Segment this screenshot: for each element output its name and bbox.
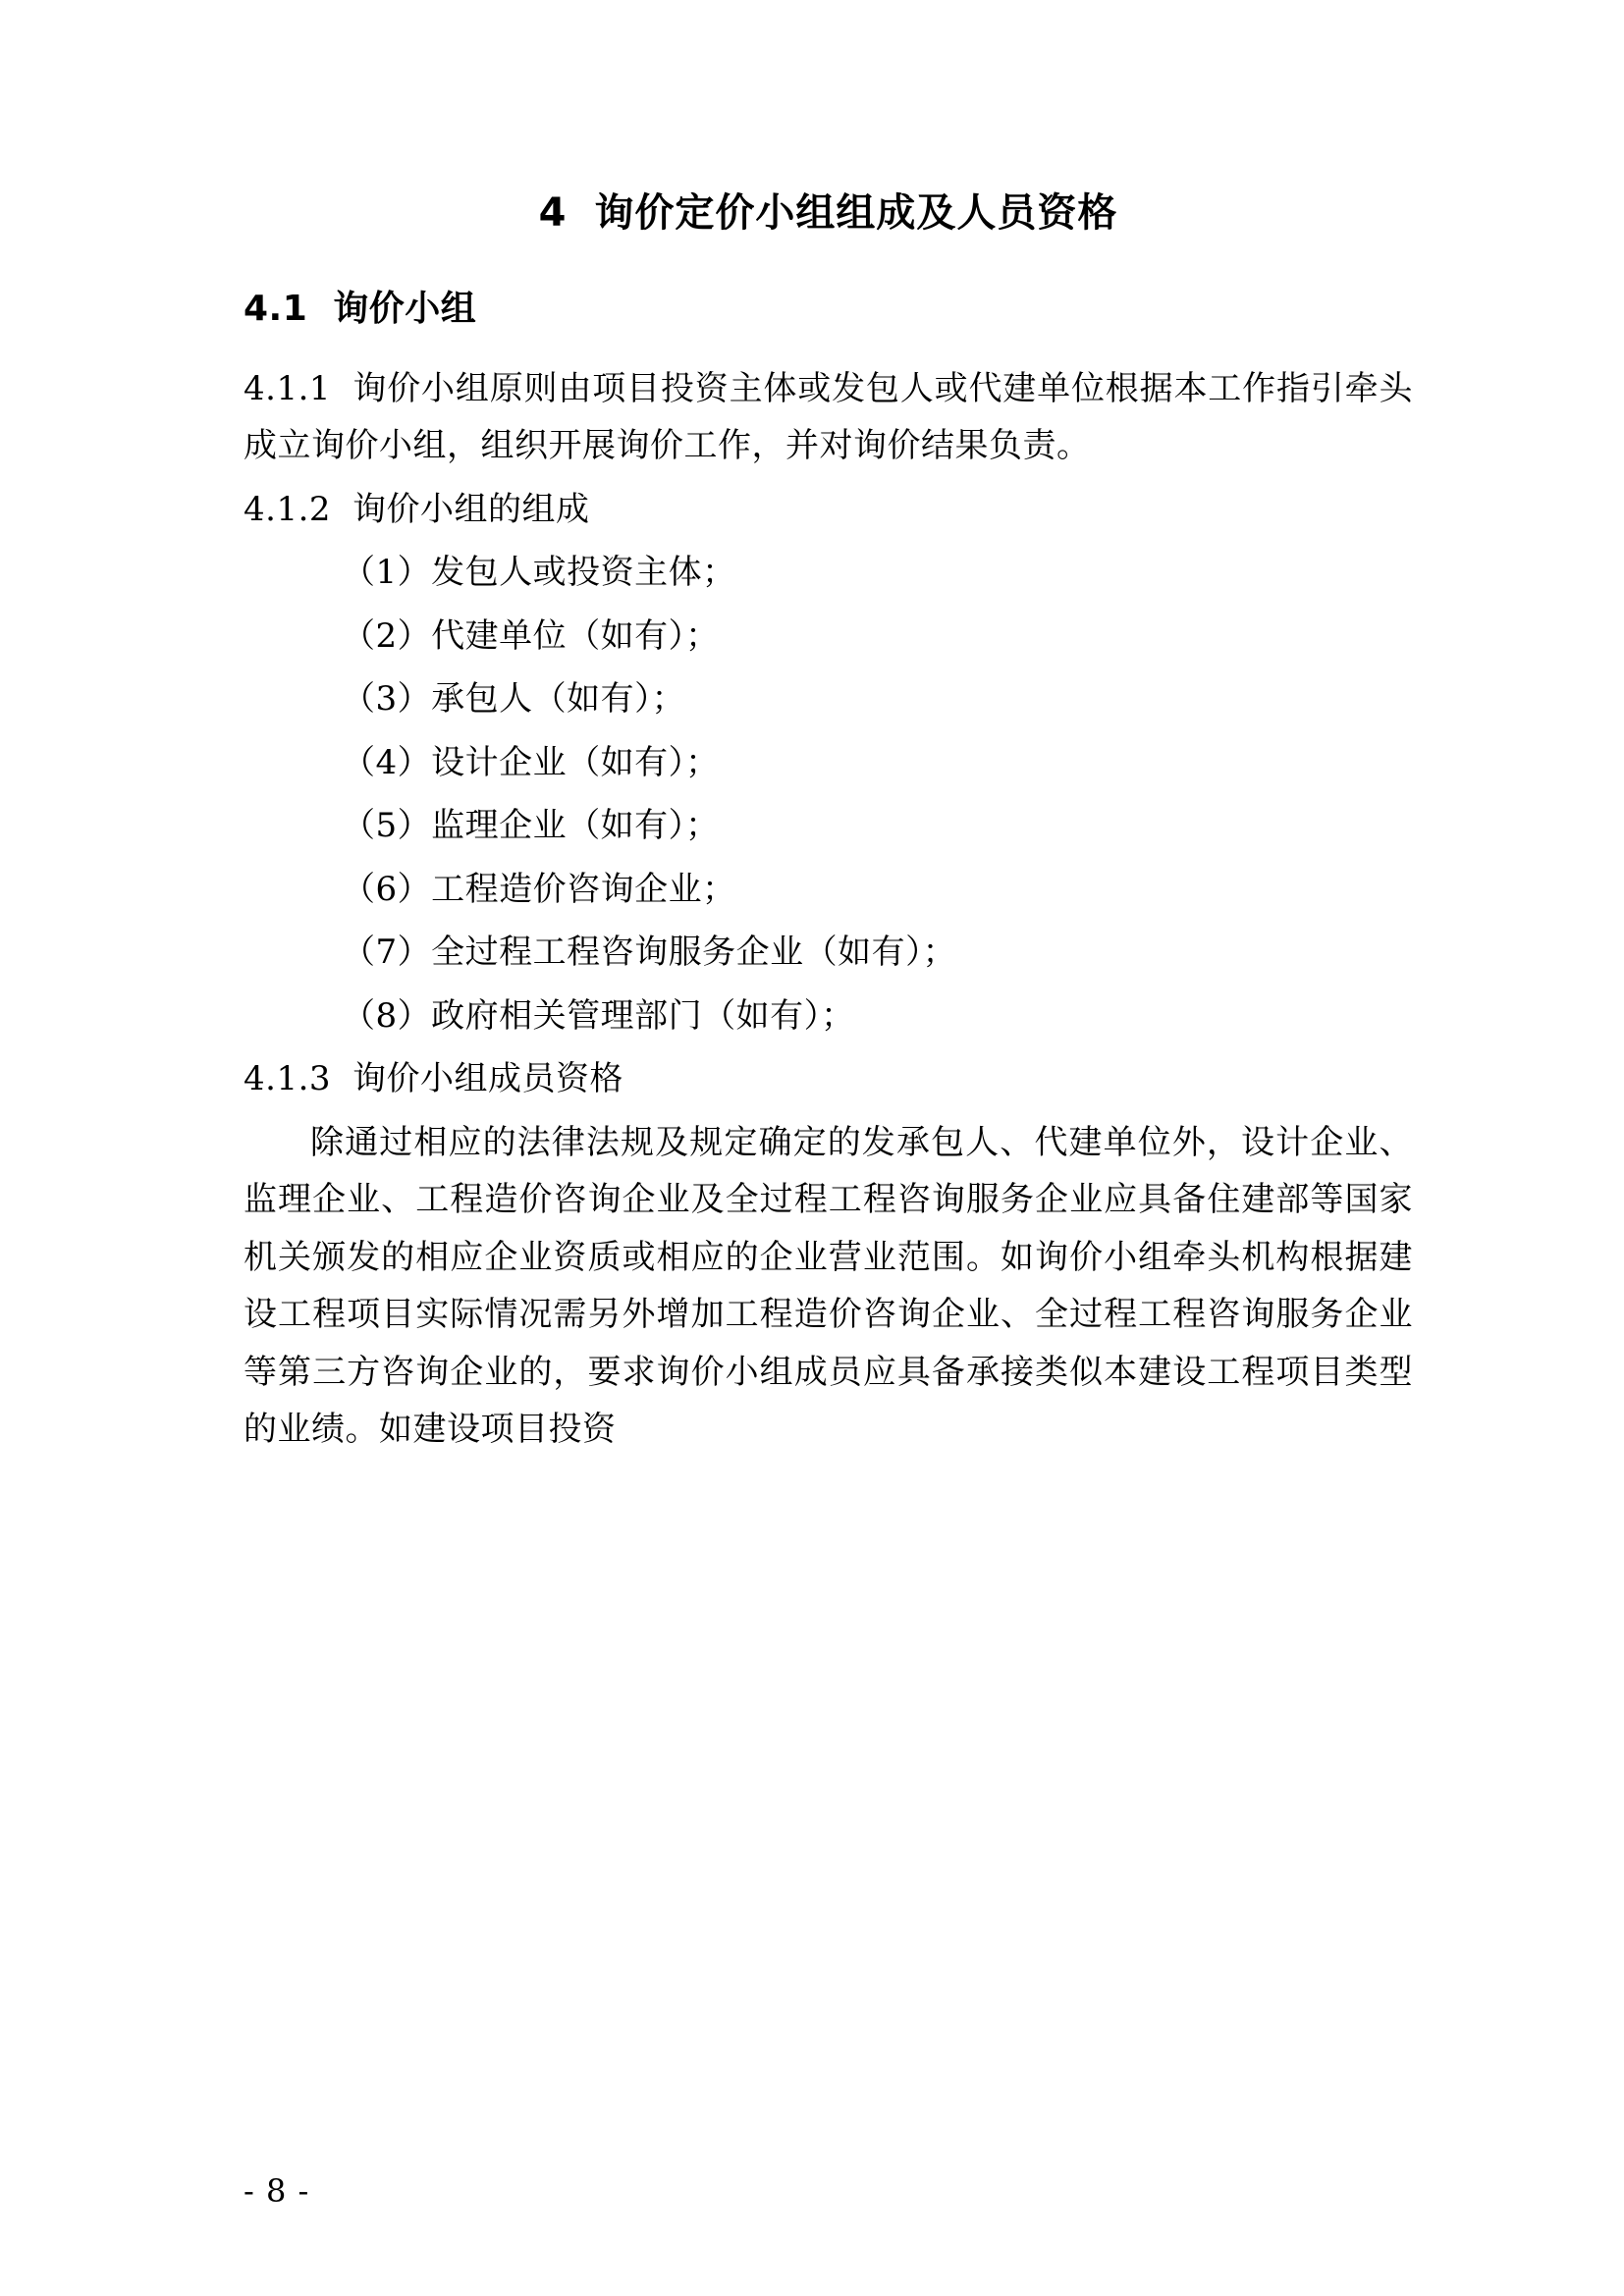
page-number: - 8 - bbox=[244, 2172, 310, 2210]
list-item: （5）监理企业（如有）； bbox=[342, 806, 720, 846]
section-heading-text: 询价小组 bbox=[333, 289, 477, 329]
paragraph-4-1-3 bbox=[244, 1050, 1413, 1107]
list-item: （3）承包人（如有）； bbox=[342, 679, 686, 720]
list-item: （4）设计企业（如有）； bbox=[342, 742, 720, 782]
paragraph-text-4-1-2: 询价小组的组成 bbox=[352, 489, 590, 529]
paragraph-number-4-1-3: 4.1.3 bbox=[244, 1059, 332, 1099]
paragraph-4-1-1 bbox=[244, 360, 1413, 475]
section-heading bbox=[244, 281, 1413, 331]
paragraph-text-4-1-1: 询价小组原则由项目投资主体或发包人或代建单位根据本工作指引牵头成立询价小组，组织开展询价工作，并对询价结果负责。 bbox=[244, 369, 1413, 466]
paragraph-text-4-1-3: 询价小组成员资格 bbox=[352, 1059, 624, 1099]
paragraph-4-1-2 bbox=[244, 481, 1413, 538]
page-title bbox=[244, 182, 1413, 238]
body-paragraph: 除通过相应的法律法规及规定确定的发承包人、代建单位外，设计企业、监理企业、工程造价咨询企业及全过程工程咨询服务企业应具备住建部等国家机关颁发的相应企业资质或相应的企业营业范围。如询价小组牵头机构根据建设工程项目实际情况需另外增加工程造价咨询企业、全过程工程咨询服务企业等第三方咨询企业的，要求询价小组成员应具备承接类似本建设工程项目类型的业绩。如建设项目投资 bbox=[244, 1122, 1413, 1449]
list-item: （2）代建单位（如有）； bbox=[342, 615, 720, 656]
list-item: （1）发包人或投资主体； bbox=[342, 553, 736, 593]
list-item: （6）工程造价咨询企业； bbox=[342, 869, 736, 909]
page-title-text: 询价定价小组组成及人员资格 bbox=[594, 190, 1118, 236]
list-item: （8）政府相关管理部门（如有）； bbox=[342, 995, 855, 1036]
paragraph-number-4-1-2: 4.1.2 bbox=[244, 489, 332, 529]
paragraph-number-4-1-1: 4.1.1 bbox=[244, 369, 332, 408]
list-item: （7）全过程工程咨询服务企业（如有）； bbox=[342, 933, 957, 973]
page-title-number: 4 bbox=[538, 190, 568, 236]
section-heading-number: 4.1 bbox=[244, 289, 308, 329]
